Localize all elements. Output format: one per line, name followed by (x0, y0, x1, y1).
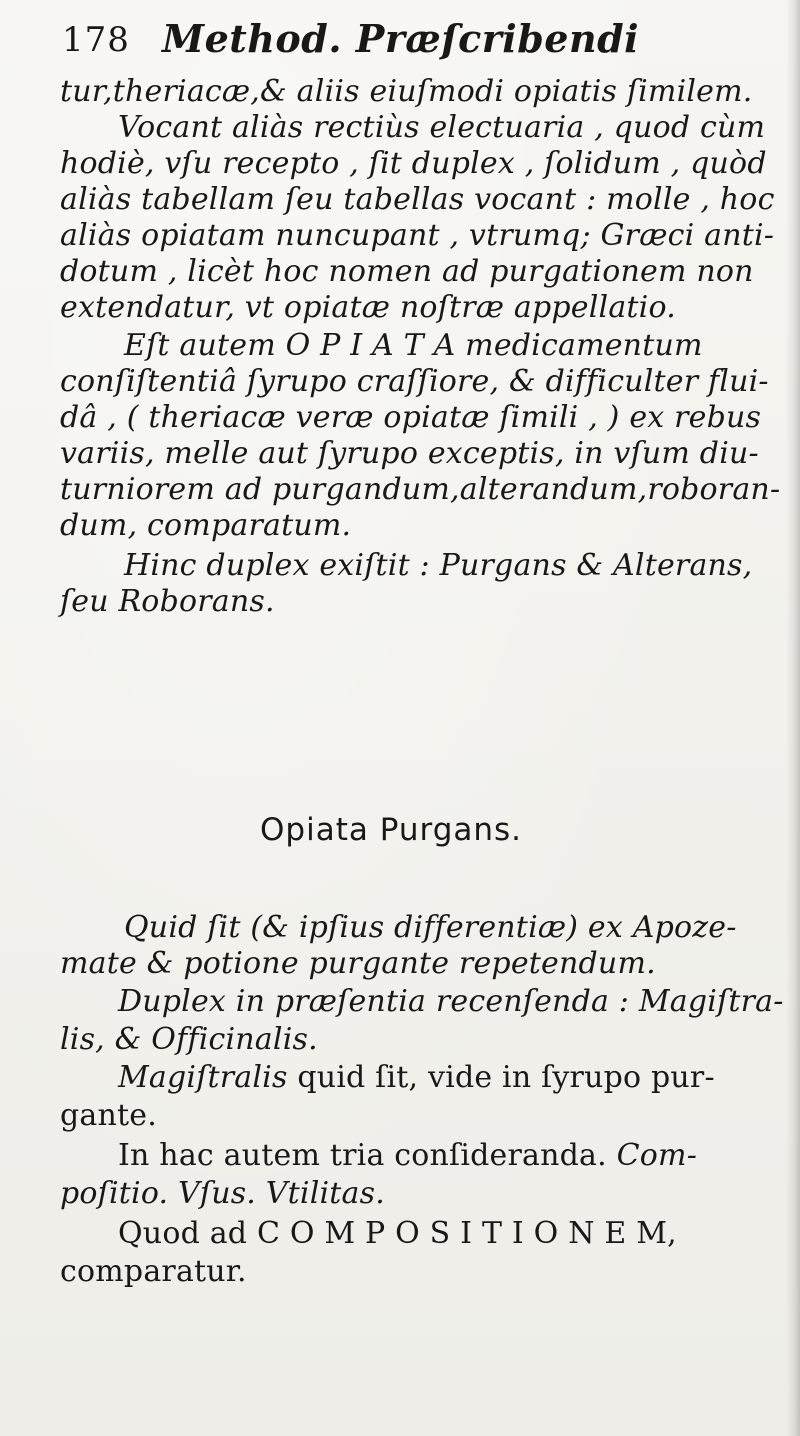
text-line: comparatur. (60, 1254, 247, 1289)
text-line: dotum , licèt hoc nomen ad purgationem non (60, 254, 754, 289)
binding-shadow (786, 0, 800, 1436)
text-line: aliàs opiatam nuncupant , vtrumq; Græci anti- (60, 218, 775, 253)
text-line: Quod ad C O M P O S I T I O N E M, (118, 1216, 677, 1251)
text-line: conſiſtentiâ ſyrupo craſſiore, & difficulter flui- (60, 364, 769, 399)
text-line (60, 1060, 715, 1096)
roman-text: In hac autem tria conſideranda. (118, 1138, 617, 1173)
text-line: extendatur, vt opiatæ noſtræ appellatio. (60, 290, 676, 325)
text-line: Quid ſit (& ipſius differentiæ) ex Apoze- (124, 910, 737, 945)
text-line: Eſt autem O P I A T A medicamentum (124, 328, 703, 363)
section-heading: Opiata Purgans. (260, 812, 523, 848)
text-line: dâ , ( theriacæ veræ opiatæ ſimili , ) ex rebus (60, 400, 762, 435)
text-line: Hinc duplex exiſtit : Purgans & Alterans, (124, 548, 753, 583)
italic-term: Magiſtralis (118, 1060, 288, 1095)
text-line: Vocant aliàs rectiùs electuaria , quod cùm (118, 110, 766, 145)
text-line: dum, comparatum. (60, 508, 352, 543)
text-line (60, 1138, 697, 1174)
text-line: mate & potione purgante repetendum. (60, 946, 656, 981)
text-line: poſitio. Vſus. Vtilitas. (60, 1176, 385, 1211)
page-header (62, 14, 762, 72)
text-line: tur,theriacæ,& aliis eiuſmodi opiatis ſimilem. (60, 74, 753, 109)
text-line: turniorem ad purgandum,alterandum,roboran- (60, 472, 781, 507)
text-line: ſeu Roborans. (60, 584, 275, 619)
page-number: 178 (62, 20, 130, 60)
text-line: hodiè, vſu recepto , ſit duplex , ſolidum , quòd (60, 146, 767, 181)
italic-term: Com- (616, 1138, 698, 1173)
text-line: lis, & Officinalis. (60, 1022, 318, 1057)
roman-text: quid ſit, vide in ſyrupo pur- (287, 1060, 715, 1095)
text-line: gante. (60, 1098, 157, 1133)
running-head: Method. Præſcribendi (162, 16, 640, 61)
text-line: variis, melle aut ſyrupo exceptis, in vſum diu- (60, 436, 759, 471)
text-line: aliàs tabellam ſeu tabellas vocant : molle , hoc (60, 182, 775, 217)
text-line: Duplex in præſentia recenſenda : Magiſtra- (118, 984, 784, 1019)
